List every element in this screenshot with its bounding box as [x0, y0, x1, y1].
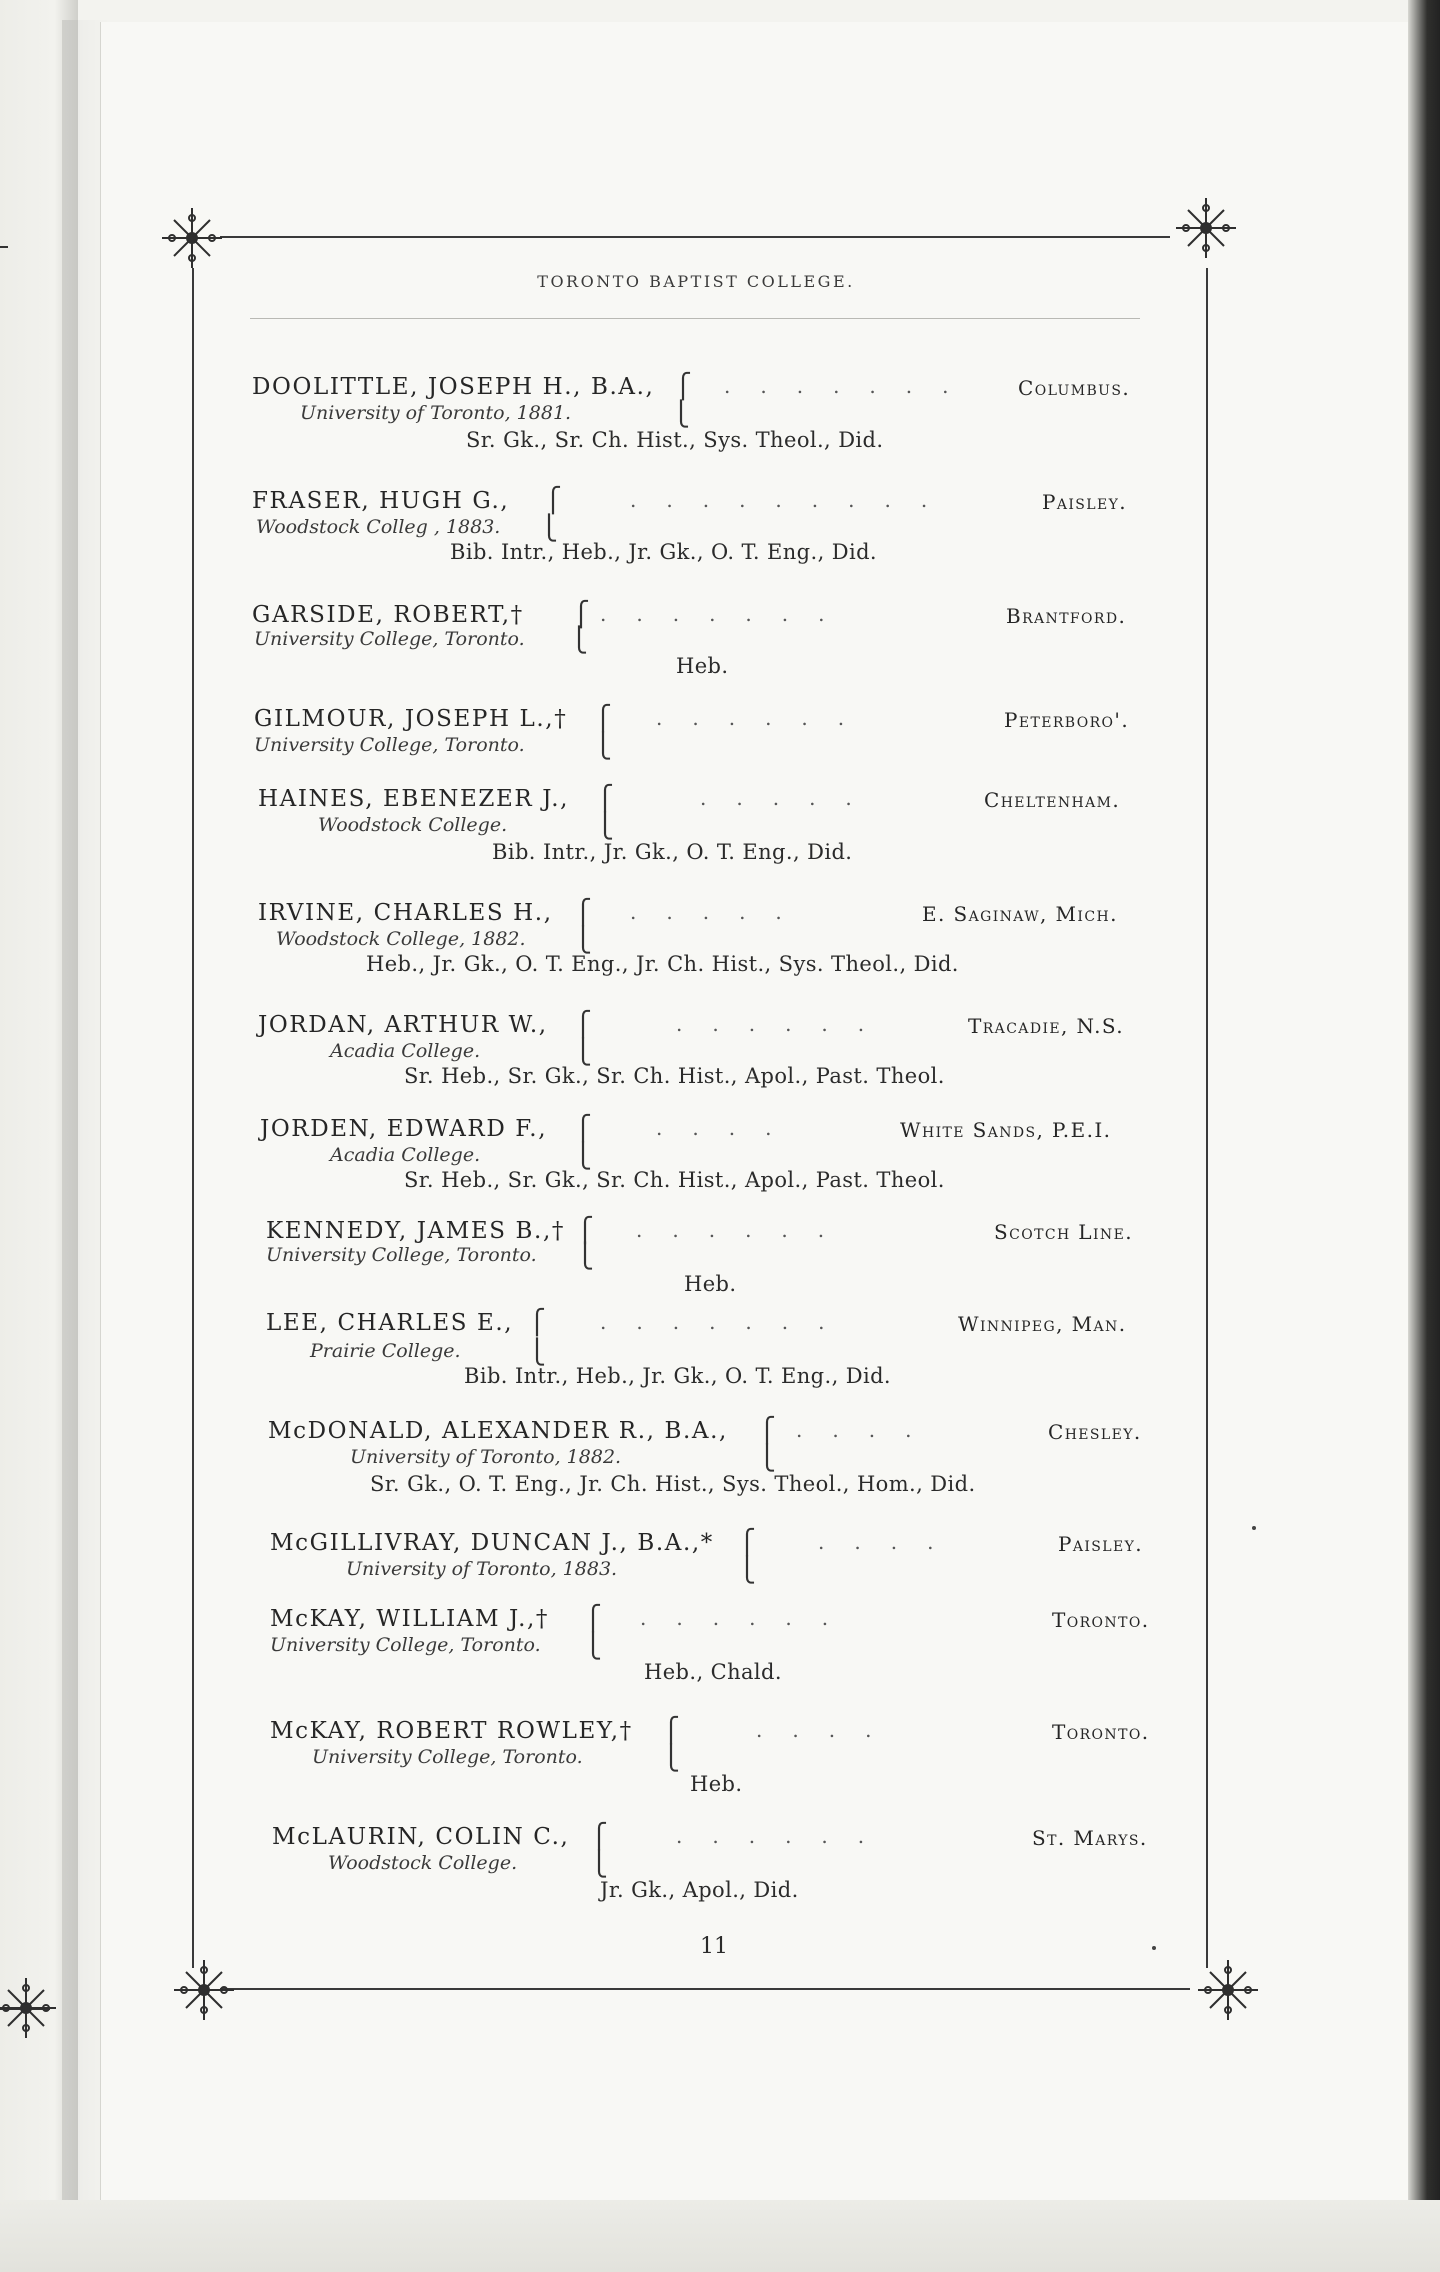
subjects: Heb., Jr. Gk., O. T. Eng., Jr. Ch. Hist., Sys. Theol., Did.	[366, 952, 959, 976]
brace-mark: ⎩	[574, 1142, 592, 1170]
brace-mark: ⎧	[662, 1716, 680, 1744]
facing-page-mark	[0, 246, 8, 248]
college: University College, Toronto.	[270, 1634, 541, 1656]
college: Woodstock College.	[318, 814, 508, 836]
brace-mark: ⎩	[590, 1850, 608, 1878]
brace-mark: ⎧	[584, 1604, 602, 1632]
college: University College, Toronto.	[266, 1244, 537, 1266]
brace-mark: ⎧	[572, 600, 590, 628]
brace-mark: ⎩	[574, 926, 592, 954]
college: Woodstock College.	[328, 1852, 518, 1874]
subjects: Heb., Chald.	[644, 1660, 782, 1684]
hometown: Peterboro'.	[1004, 708, 1130, 732]
brace-mark: ⎩	[574, 1038, 592, 1066]
student-name: KENNEDY, JAMES B.,†	[266, 1218, 565, 1244]
student-name: JORDAN, ARTHUR W.,	[258, 1012, 548, 1038]
leader-dots: .......	[600, 1310, 855, 1334]
leader-dots: ....	[756, 1718, 902, 1742]
brace-mark: ⎧	[528, 1308, 546, 1336]
student-name: FRASER, HUGH G.,	[252, 488, 510, 514]
college: Acadia College.	[330, 1040, 481, 1062]
leader-dots: ......	[676, 1824, 895, 1848]
leader-dots: ....	[818, 1530, 964, 1554]
header-rule	[250, 318, 1140, 319]
hometown: Winnipeg, Man.	[958, 1312, 1127, 1336]
college: University of Toronto, 1881.	[300, 402, 572, 424]
brace-mark: ⎩	[596, 812, 614, 840]
brace-mark: ⎧	[758, 1416, 776, 1444]
leader-dots: ....	[796, 1418, 942, 1442]
page-bottom-margin	[0, 2200, 1440, 2272]
page-number: 11	[700, 1934, 728, 1959]
subjects: Sr. Heb., Sr. Gk., Sr. Ch. Hist., Apol., Past. Theol.	[404, 1168, 945, 1192]
brace-mark: ⎩	[576, 1242, 594, 1270]
hometown: Paisley.	[1042, 490, 1128, 514]
brace-mark: ⎧	[738, 1528, 756, 1556]
brace-mark: ⎧	[574, 1114, 592, 1142]
brace-mark: ⎩	[672, 400, 690, 428]
leader-dots: ....	[656, 1116, 802, 1140]
cross-star-ornament-icon	[160, 206, 224, 270]
hometown: E. Saginaw, Mich.	[922, 902, 1118, 926]
student-name: McDONALD, ALEXANDER R., B.A.,	[268, 1418, 728, 1444]
college: University College, Toronto.	[254, 628, 525, 650]
brace-mark: ⎧	[574, 898, 592, 926]
student-name: GARSIDE, ROBERT,†	[252, 602, 524, 628]
subjects: Sr. Heb., Sr. Gk., Sr. Ch. Hist., Apol., Past. Theol.	[404, 1064, 945, 1088]
leader-dots: .........	[630, 488, 958, 512]
student-name: DOOLITTLE, JOSEPH H., B.A.,	[252, 374, 655, 400]
leader-dots: .....	[630, 900, 812, 924]
student-name: JORDEN, EDWARD F.,	[260, 1116, 548, 1142]
brace-mark: ⎧	[576, 1216, 594, 1244]
brace-mark: ⎩	[540, 514, 558, 542]
hometown: Paisley.	[1058, 1532, 1144, 1556]
brace-mark: ⎩	[584, 1632, 602, 1660]
leader-dots: .....	[700, 786, 882, 810]
student-name: McLAURIN, COLIN C.,	[272, 1824, 570, 1850]
cross-star-ornament-icon	[1196, 1958, 1260, 2022]
hometown: Columbus.	[1018, 376, 1131, 400]
page-running-header: TORONTO BAPTIST COLLEGE.	[537, 272, 855, 291]
frame-bottom-rule	[220, 1988, 1190, 1990]
leader-dots: ......	[636, 1218, 855, 1242]
hometown: Chesley.	[1048, 1420, 1142, 1444]
student-name: IRVINE, CHARLES H.,	[258, 900, 553, 926]
brace-mark: ⎧	[674, 372, 692, 400]
subjects: Bib. Intr., Heb., Jr. Gk., O. T. Eng., Did.	[464, 1364, 891, 1388]
subjects: Heb.	[684, 1272, 737, 1296]
subjects: Sr. Gk., O. T. Eng., Jr. Ch. Hist., Sys. Theol., Hom., Did.	[370, 1472, 976, 1496]
brace-mark: ⎩	[662, 1744, 680, 1772]
college: University College, Toronto.	[254, 734, 525, 756]
brace-mark: ⎩	[758, 1444, 776, 1472]
college: Prairie College.	[310, 1340, 461, 1362]
student-name: HAINES, EBENEZER J.,	[258, 786, 570, 812]
brace-mark: ⎩	[528, 1338, 546, 1366]
student-name: McGILLIVRAY, DUNCAN J., B.A.,*	[270, 1530, 714, 1556]
brace-mark: ⎩	[594, 732, 612, 760]
leader-dots: ......	[676, 1012, 895, 1036]
student-name: McKAY, WILLIAM J.,†	[270, 1606, 549, 1632]
hometown: White Sands, P.E.I.	[900, 1118, 1112, 1142]
brace-mark: ⎩	[570, 626, 588, 654]
college: Woodstock College, 1882.	[276, 928, 526, 950]
leader-dots: .......	[600, 602, 855, 626]
paper-speck	[1252, 1526, 1256, 1530]
brace-mark: ⎧	[544, 486, 562, 514]
hometown: St. Marys.	[1032, 1826, 1148, 1850]
college: Acadia College.	[330, 1144, 481, 1166]
cross-star-ornament-icon	[0, 1976, 58, 2040]
frame-top-rule	[220, 236, 1170, 238]
college: University of Toronto, 1882.	[350, 1446, 622, 1468]
subjects: Jr. Gk., Apol., Did.	[600, 1878, 799, 1902]
leader-dots: ......	[640, 1606, 859, 1630]
cross-star-ornament-icon	[1174, 196, 1238, 260]
hometown: Brantford.	[1006, 604, 1127, 628]
college: Woodstock Colleg , 1883.	[256, 516, 501, 538]
hometown: Tracadie, N.S.	[968, 1014, 1125, 1038]
college: University of Toronto, 1883.	[346, 1558, 618, 1580]
hometown: Scotch Line.	[994, 1220, 1133, 1244]
student-name: GILMOUR, JOSEPH L.,†	[254, 706, 568, 732]
hometown: Cheltenham.	[984, 788, 1121, 812]
student-name: McKAY, ROBERT ROWLEY,†	[270, 1718, 633, 1744]
hometown: Toronto.	[1052, 1720, 1150, 1744]
brace-mark: ⎩	[738, 1556, 756, 1584]
brace-mark: ⎧	[594, 704, 612, 732]
leader-dots: .......	[724, 374, 979, 398]
hometown: Toronto.	[1052, 1608, 1150, 1632]
college: University College, Toronto.	[312, 1746, 583, 1768]
frame-right-rule	[1206, 268, 1208, 1968]
cross-star-ornament-icon	[172, 1958, 236, 2022]
brace-mark: ⎧	[596, 784, 614, 812]
brace-mark: ⎧	[590, 1822, 608, 1850]
subjects: Sr. Gk., Sr. Ch. Hist., Sys. Theol., Did.	[466, 428, 884, 452]
brace-mark: ⎧	[574, 1010, 592, 1038]
subjects: Heb.	[676, 654, 729, 678]
subjects: Heb.	[690, 1772, 743, 1796]
subjects: Bib. Intr., Jr. Gk., O. T. Eng., Did.	[492, 840, 853, 864]
leader-dots: ......	[656, 706, 875, 730]
paper-speck	[1152, 1946, 1156, 1950]
frame-left-rule	[192, 268, 194, 1968]
subjects: Bib. Intr., Heb., Jr. Gk., O. T. Eng., Did.	[450, 540, 877, 564]
student-name: LEE, CHARLES E.,	[266, 1310, 514, 1336]
scan-right-border	[1408, 0, 1440, 2272]
